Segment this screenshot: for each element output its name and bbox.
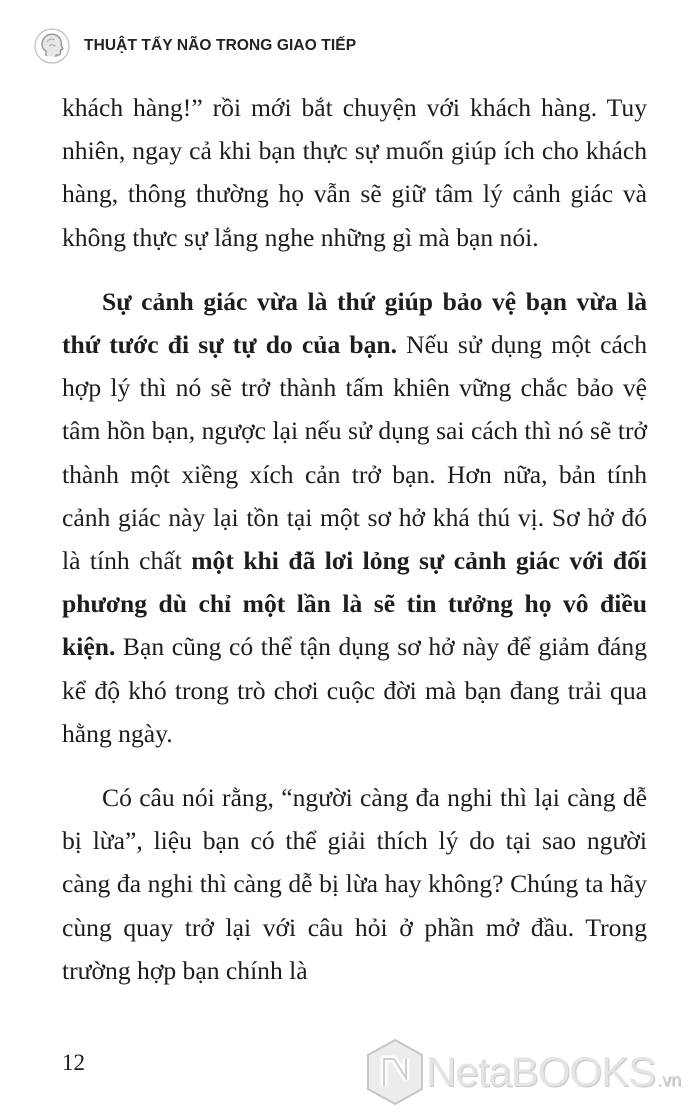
watermark xyxy=(364,1038,694,1108)
text-run: Nếu sử dụng một cách hợp lý thì nó sẽ trở thành tấm khiên vững chắc bảo vệ tâm hồn bạn, ngược lại nếu sử dụng sai cách thì nó sẽ trở thành một xiềng xích cản trở bạn. Hơn nữa, bản tính cảnh giác này lại tồn tại một sơ hở khá thú vị. Sơ hở đó là tính chất xyxy=(62,330,647,576)
head-profile-icon xyxy=(34,28,70,64)
text-run: Có câu nói rằng, “người càng đa nghi thì lại càng dễ bị lừa”, liệu bạn có thể giải thích lý do tại sao người càng đa nghi thì càng dễ bị lừa hay không? Chúng ta hãy cùng quay trở lại với câu hỏi ở phần mở đầu. Trong trường hợp bạn chính là xyxy=(62,783,647,985)
paragraph xyxy=(62,280,647,755)
watermark-brand: NetaBOOKS xyxy=(426,1048,656,1095)
paragraph xyxy=(62,776,647,992)
paragraph xyxy=(62,86,647,259)
watermark-text xyxy=(426,1048,681,1096)
running-header xyxy=(34,27,356,65)
bold-text: một khi đã lơi lỏng sự cảnh giác với đối phương dù chỉ một lần là sẽ tin tưởng họ vô điều kiện. xyxy=(62,546,647,662)
page-number: 12 xyxy=(62,1050,85,1075)
text-run: khách hàng!” rồi mới bắt chuyện với khách hàng. Tuy nhiên, ngay cả khi bạn thực sự muốn giúp ích cho khách hàng, thông thường họ vẫn sẽ giữ tâm lý cảnh giác và không thực sự lắng nghe những gì mà bạn nói. xyxy=(62,93,647,252)
bold-text: Sự cảnh giác vừa là thứ giúp bảo vệ bạn vừa là thứ tước đi sự tự do của bạn. xyxy=(62,286,647,360)
text-run: Bạn cũng có thể tận dụng sơ hở này để giảm đáng kể độ khó trong trò chơi cuộc đời mà bạn đang trải qua hằng ngày. xyxy=(62,632,647,748)
running-header-title: THUẬT TẨY NÃO TRONG GIAO TIẾP xyxy=(84,37,357,54)
watermark-suffix: .vn xyxy=(657,1070,682,1090)
netabooks-logo-icon xyxy=(364,1038,426,1106)
body-text xyxy=(62,86,647,992)
